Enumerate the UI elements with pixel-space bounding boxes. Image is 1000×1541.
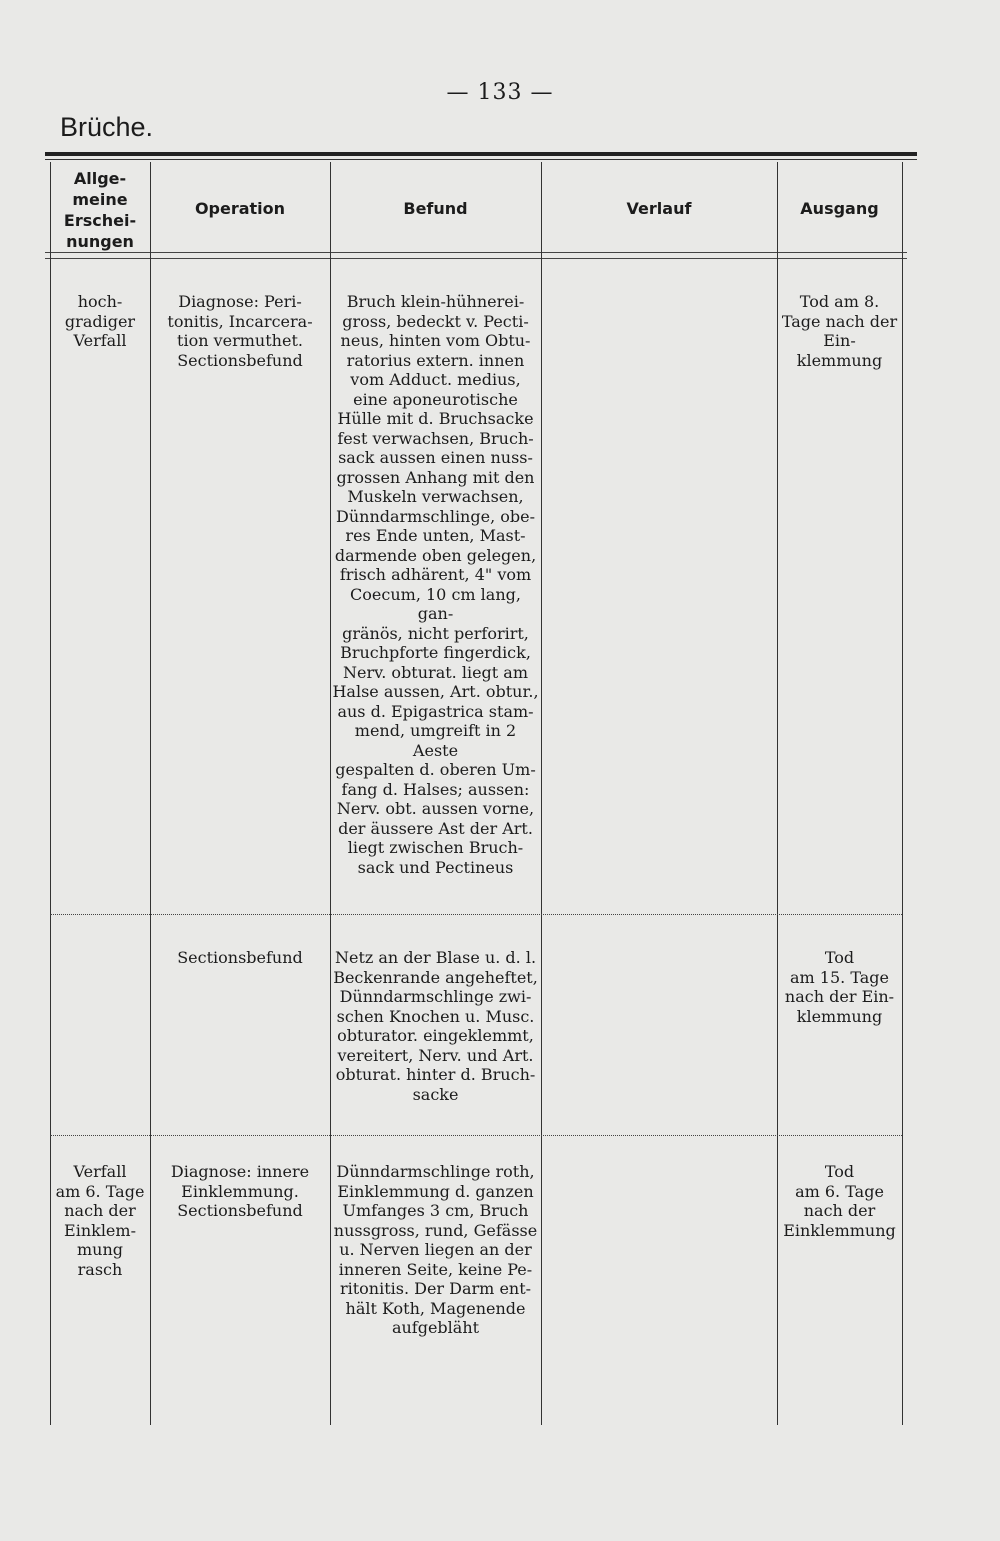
column-header-verlauf: Verlauf (626, 199, 692, 218)
table-top-rule-thin (45, 159, 917, 160)
row1-befund: Bruch klein-hühnerei- gross, bedeckt v. Pecti- neus, hinten vom Obtu- ratorius extern. innen vom Adduct. medius, eine aponeurotische Hülle mit d. Bruchsacke fest verwachsen, Bruch- sack aussen einen nuss- grossen Anhang mit den Muskeln verwachsen, Dünndarmschlinge, obe- res Ende unten, Mast- darmende oben gelegen, frisch adhärent, 4" vom Coecum, 10 cm lang, gan- gränös, nicht perforirt, Bruchpforte fingerdick, Nerv. obturat. liegt am Halse aussen, Art. obtur., aus d. Epigastrica stam- mend, umgreift in 2 Aeste gespalten d. oberen Um- fang d. Halses; aussen: Nerv. obt. aussen vorne, der äussere Ast der Art. liegt zwischen Bruch- sack und Pectineus (332, 292, 539, 877)
row3-allgemeine: Verfall am 6. Tage nach der Einklem- mung rasch (55, 1162, 145, 1279)
row1-allgemeine: hoch- gradiger Verfall (64, 292, 136, 350)
row2-ausgang: Tod am 15. Tage nach der Ein- klemmung (784, 948, 895, 1026)
column-divider-2 (330, 162, 331, 1425)
column-divider-1 (150, 162, 151, 1425)
row-separator-1 (50, 914, 902, 915)
column-header-allgemeine: Allge- meine Erschei- nungen (63, 169, 137, 251)
column-divider-4 (777, 162, 778, 1425)
page-number: — 133 — (446, 80, 554, 105)
row3-ausgang: Tod am 6. Tage nach der Einklemmung (783, 1162, 896, 1240)
section-title: Brüche. (60, 112, 154, 142)
row1-ausgang: Tod am 8. Tage nach der Ein- klemmung (781, 292, 898, 370)
column-header-ausgang: Ausgang (800, 199, 879, 218)
table-top-rule (45, 152, 917, 156)
row1-operation: Diagnose: Peri- tonitis, Incarcera- tion vermuthet. Sectionsbefund (167, 292, 313, 370)
bleed-through-shadow (560, 290, 890, 890)
row2-befund: Netz an der Blase u. d. l. Beckenrande angeheftet, Dünndarmschlinge zwi- schen Knochen u. Musc. obturator. eingeklemmt, vereitert, Nerv. und Art. obturat. hinter d. Bruch- sacke (333, 948, 538, 1104)
table-left-border (50, 162, 51, 1425)
table-right-border (902, 162, 903, 1425)
row3-befund: Dünndarmschlinge roth, Einklemmung d. ganzen Umfanges 3 cm, Bruch nussgross, rund, Gefässe u. Nerven liegen an der inneren Seite, keine Pe- ritonitis. Der Darm ent- hält Koth, Magenende aufgebläht (333, 1162, 538, 1337)
column-divider-3 (541, 162, 542, 1425)
row-separator-2 (50, 1135, 902, 1136)
row2-operation: Sectionsbefund (177, 948, 303, 967)
column-header-operation: Operation (194, 199, 286, 218)
column-header-befund: Befund (403, 199, 468, 218)
row3-operation: Diagnose: innere Einklemmung. Sectionsbefund (170, 1162, 310, 1220)
